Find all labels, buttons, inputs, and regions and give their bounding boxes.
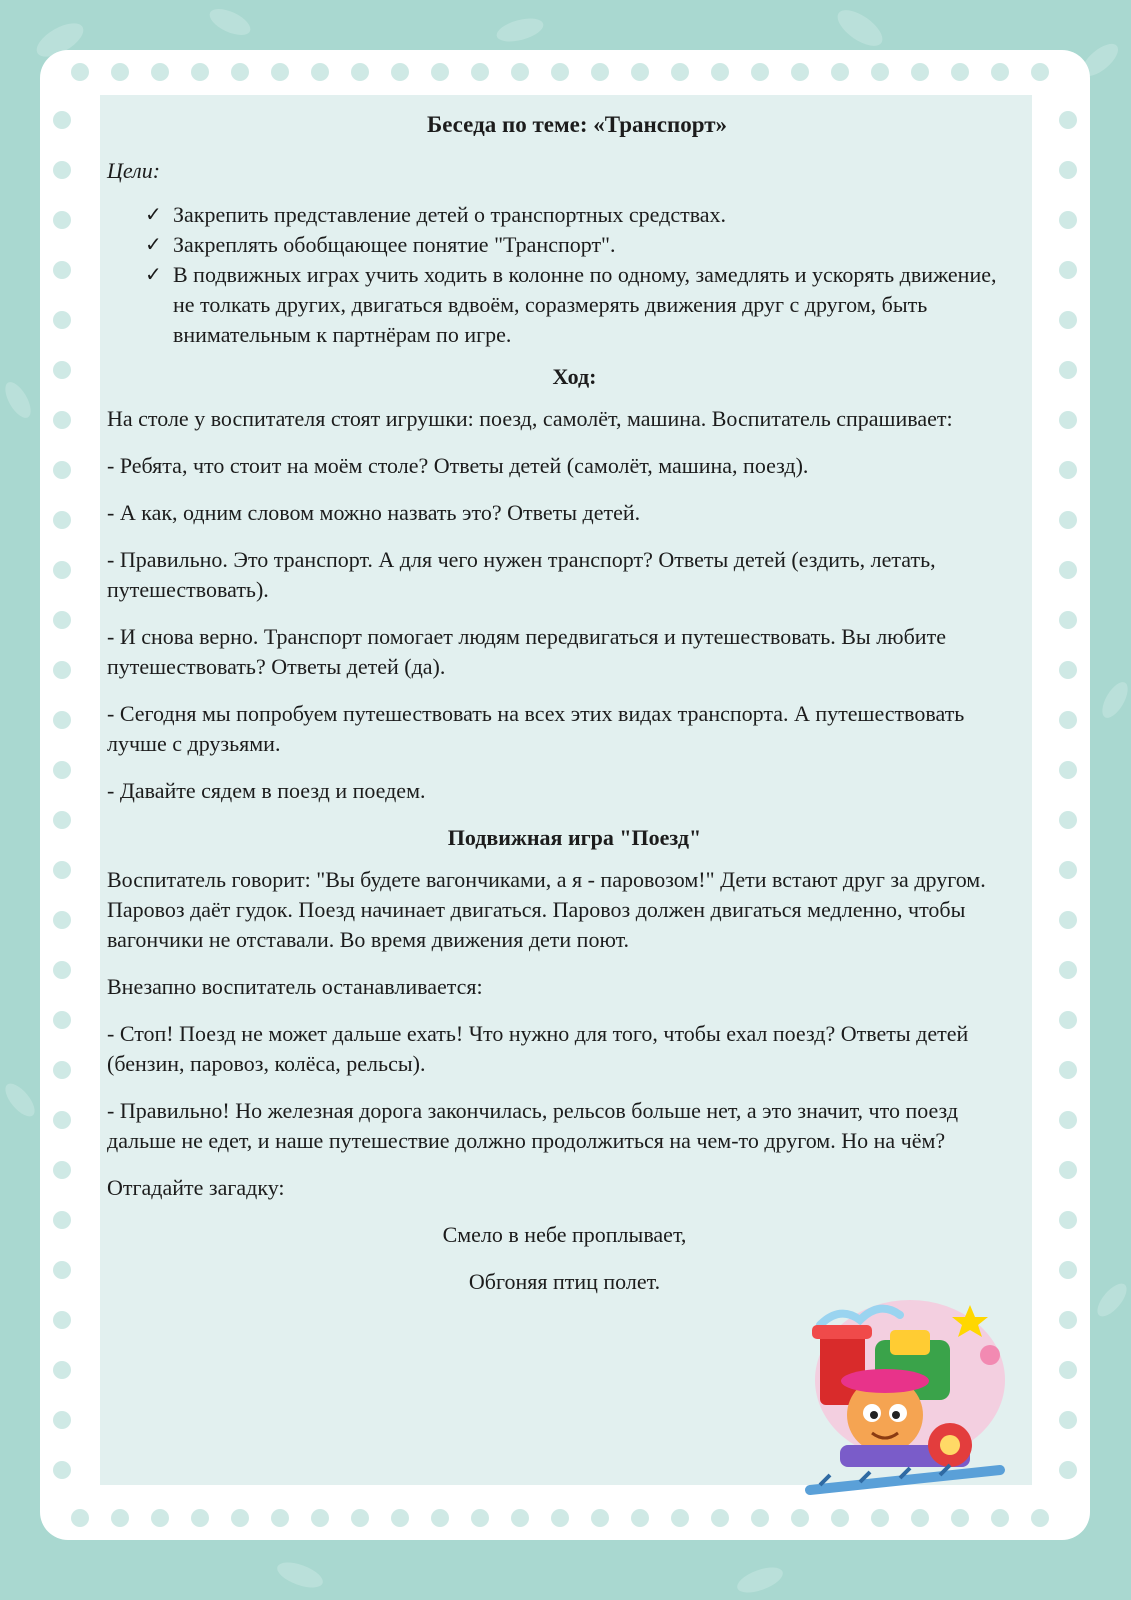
game-heading: Подвижная игра "Поезд" <box>447 825 702 850</box>
paragraph: - Правильно. Это транспорт. А для чего нужен транспорт? Ответы детей (ездить, летать, путешествовать). <box>107 547 936 602</box>
cartoon-train-illustration <box>800 1285 1010 1505</box>
paragraph: - Ребята, что стоит на моём столе? Ответы детей (самолёт, машина, поезд). <box>107 453 809 478</box>
goal-text: В подвижных играх учить ходить в колонне по одному, замедлять и ускорять движение, не толкать других, двигаться вдвоём, соразмерять движения друг с другом, быть внимательным к партнёрам по игре. <box>173 262 997 347</box>
paragraph: - Стоп! Поезд не может дальше ехать! Что нужно для того, чтобы ехал поезд? Ответы детей (бензин, паровоз, колёса, рельсы). <box>107 1021 969 1076</box>
checkmark-icon: ✓ <box>145 234 162 256</box>
riddle-line: Обгоняя птиц полет. <box>468 1269 661 1294</box>
paragraph: - Правильно! Но железная дорога закончилась, рельсов больше нет, а это значит, что поезд дальше не едет, и наше путешествие должно продолжиться на чем-то другом. Но на чём? <box>107 1098 959 1153</box>
paragraph: На столе у воспитателя стоят игрушки: поезд, самолёт, машина. Воспитатель спрашивает: <box>107 406 953 431</box>
paragraph: Воспитатель говорит: "Вы будете вагончиками, а я - паровозом!" Дети встают друг за другом. Паровоз даёт гудок. Поезд начинает двигаться. Паровоз должен двигаться медленно, чтобы вагончики не отставали. Во время движения дети поют. <box>107 867 986 952</box>
goals-list <box>145 200 1022 350</box>
goal-item <box>145 200 1022 230</box>
checkmark-icon: ✓ <box>145 204 162 226</box>
goal-text: Закрепить представление детей о транспортных средствах. <box>173 202 727 227</box>
document-body <box>107 110 1022 1314</box>
paragraph: - Сегодня мы попробуем путешествовать на всех этих видах транспорта. А путешествовать лучше с друзьями. <box>107 701 965 756</box>
procedure-heading: Ход: <box>552 364 597 389</box>
paragraph: Внезапно воспитатель останавливается: <box>107 974 483 999</box>
paragraph: - И снова верно. Транспорт помогает людям передвигаться и путешествовать. Вы любите путешествовать? Ответы детей (да). <box>107 624 946 679</box>
checkmark-icon: ✓ <box>145 264 162 286</box>
goal-item <box>145 260 1022 350</box>
paragraph: - А как, одним словом можно назвать это? Ответы детей. <box>107 500 641 525</box>
riddle-line: Смело в небе проплывает, <box>442 1222 687 1247</box>
goals-label: Цели: <box>107 158 161 183</box>
paragraph: Отгадайте загадку: <box>107 1175 285 1200</box>
paragraph: - Давайте сядем в поезд и поедем. <box>107 778 426 803</box>
goal-item <box>145 230 1022 260</box>
page-title: Беседа по теме: «Транспорт» <box>426 112 728 137</box>
goal-text: Закреплять обобщающее понятие "Транспорт". <box>173 232 616 257</box>
